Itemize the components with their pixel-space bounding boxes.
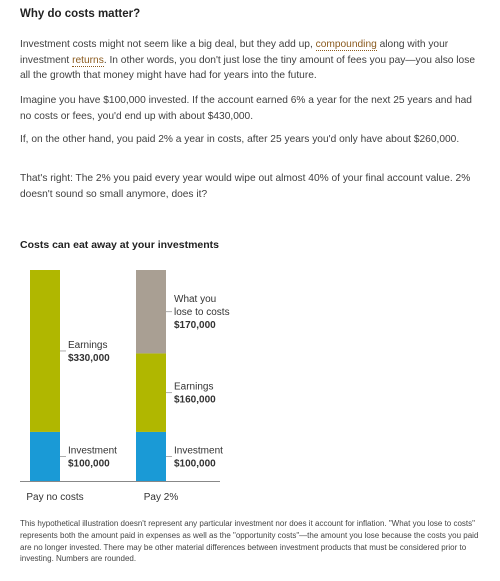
data-label-value: $160,000 xyxy=(174,394,216,406)
bar-segment-investment xyxy=(136,432,166,481)
paragraph-conclusion: That's right: The 2% you paid every year would wipe out almost 40% of your final account value. 2% doesn't sound so small anymore, does it? xyxy=(20,173,471,200)
paragraph-costs-add-up xyxy=(20,37,486,84)
chart-title: Costs can eat away at your investments xyxy=(20,239,219,251)
data-label-value: $170,000 xyxy=(174,320,216,332)
bar-segment-earnings xyxy=(30,270,60,432)
chart-footnote: This hypothetical illustration doesn't represent any particular investment nor does it account for inflation. "What you lose to costs" represents both the amount paid in expenses as well as the "opportunity costs"—the amount you lose because the costs you paid are no longer invested. There may be other material differences between investment products that must be considered prior to investing. Numbers are rounded. xyxy=(20,519,479,564)
paragraph-text: . In other words, you don't just lose the tiny amount of fees you pay—you also lose all the growth that money might have had for years into the future. xyxy=(20,54,475,81)
article-heading: Why do costs matter? xyxy=(20,8,141,20)
paragraph-text: Investment costs might not seem like a big deal, but they add up, xyxy=(20,39,316,50)
bar-segment-what-you-lose-to-costs xyxy=(136,270,166,353)
paragraph-no-costs-example: Imagine you have $100,000 invested. If the account earned 6% a year for the next 25 years and had no costs or fees, you'd end up with about $430,000. xyxy=(20,95,472,122)
bar-segment-investment xyxy=(30,432,60,481)
data-label-value: $100,000 xyxy=(68,458,110,470)
bar-segment-earnings xyxy=(136,353,166,432)
stacked-bar-chart xyxy=(20,256,350,508)
returns-link[interactable]: returns xyxy=(72,54,104,66)
data-label-text: Earnings xyxy=(68,339,108,351)
category-label: Pay no costs xyxy=(26,492,84,503)
data-label-value: $330,000 xyxy=(68,352,110,364)
paragraph-two-percent-example: If, on the other hand, you paid 2% a year in costs, after 25 years you'd only have about $260,000. xyxy=(20,134,460,145)
data-label-text: What you xyxy=(174,294,217,306)
compounding-link[interactable]: compounding xyxy=(315,39,377,50)
data-label-value: $100,000 xyxy=(174,458,216,470)
data-label-text: Investment xyxy=(68,445,117,457)
data-label-text: Earnings xyxy=(174,381,214,393)
category-label: Pay 2% xyxy=(143,492,179,503)
paragraph-text: along with your investment xyxy=(20,39,449,66)
data-label-text: lose to costs xyxy=(174,307,230,319)
data-label-text: Investment xyxy=(174,445,223,457)
